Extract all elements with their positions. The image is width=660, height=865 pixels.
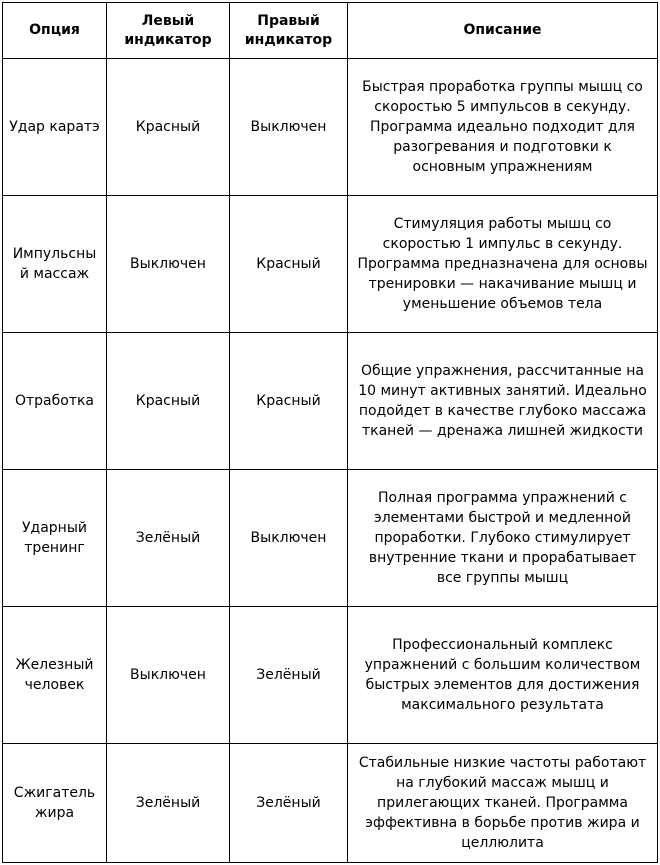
table-row xyxy=(3,59,658,196)
cell-option: Отработка xyxy=(3,333,107,470)
table-row xyxy=(3,607,658,744)
cell-left-indicator: Зелёный xyxy=(107,744,230,863)
table-row xyxy=(3,196,658,333)
cell-left-indicator: Выключен xyxy=(107,607,230,744)
programs-table xyxy=(2,2,658,863)
header-option: Опция xyxy=(3,3,107,59)
cell-right-indicator: Зелёный xyxy=(230,744,348,863)
cell-description: Стимуляция работы мышц со скоростью 1 импульс в секунду. Программа предназначена для основы тренировки — накачивание мышц и уменьшение объемов тела xyxy=(348,196,658,333)
cell-left-indicator: Красный xyxy=(107,333,230,470)
cell-left-indicator: Зелёный xyxy=(107,470,230,607)
header-left-indicator: Левый индикатор xyxy=(107,3,230,59)
cell-description: Быстрая проработка группы мышц со скоростью 5 импульсов в секунду. Программа идеально подходит для разогревания и подготовки к основным упражнениям xyxy=(348,59,658,196)
cell-right-indicator: Выключен xyxy=(230,470,348,607)
cell-description: Общие упражнения, рассчитанные на 10 минут активных занятий. Идеально подойдет в качестве глубоко массажа тканей — дренажа лишней жидкости xyxy=(348,333,658,470)
cell-description: Профессиональный комплекс упражнений с большим количеством быстрых элементов для достижения максимального результата xyxy=(348,607,658,744)
cell-option: Удар каратэ xyxy=(3,59,107,196)
header-right-indicator: Правый индикатор xyxy=(230,3,348,59)
cell-option: Сжигатель жира xyxy=(3,744,107,863)
header-description: Описание xyxy=(348,3,658,59)
cell-option: Импульсный массаж xyxy=(3,196,107,333)
cell-option: Железный человек xyxy=(3,607,107,744)
cell-right-indicator: Красный xyxy=(230,196,348,333)
table-row xyxy=(3,470,658,607)
cell-option: Ударный тренинг xyxy=(3,470,107,607)
cell-right-indicator: Выключен xyxy=(230,59,348,196)
cell-right-indicator: Зелёный xyxy=(230,607,348,744)
table-header-row xyxy=(3,3,658,59)
cell-description: Стабильные низкие частоты работают на глубокий массаж мышц и прилегающих тканей. Программа эффективна в борьбе против жира и целлюлита xyxy=(348,744,658,863)
cell-left-indicator: Выключен xyxy=(107,196,230,333)
table-row xyxy=(3,333,658,470)
table-row xyxy=(3,744,658,863)
cell-left-indicator: Красный xyxy=(107,59,230,196)
cell-right-indicator: Красный xyxy=(230,333,348,470)
cell-description: Полная программа упражнений с элементами быстрой и медленной проработки. Глубоко стимулирует внутренние ткани и прорабатывает все группы мышц xyxy=(348,470,658,607)
